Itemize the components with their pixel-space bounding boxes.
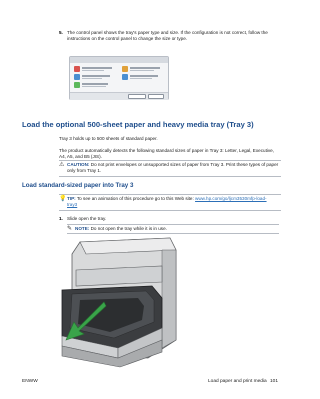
footer-title: Load paper and print media (208, 379, 267, 384)
tray-status-icon (122, 74, 128, 80)
tray-status-icon (74, 82, 80, 88)
tray-status-icon (74, 66, 80, 72)
step-text: The control panel shows the tray's paper type and size. If the configuration is not correct, follow the instructions on the control panel to change the size or type. (67, 30, 268, 42)
panel-header-bar (70, 57, 168, 63)
note-icon: ✎ (67, 226, 73, 232)
printer-tray-illustration (58, 236, 178, 368)
note-rule-top (67, 224, 279, 225)
paragraph: The product automatically detects the following standard sizes of paper in Tray 3: Letter, Legal, Executive, A4, A5, and B5 (JIS). (59, 148, 275, 160)
panel-button (128, 94, 146, 99)
tip-rule-bottom (59, 210, 281, 211)
tip-link-continued[interactable]: tray3 (67, 202, 78, 208)
caution-label: CAUTION: (67, 162, 90, 167)
note-rule-bottom (67, 233, 279, 234)
tip-link[interactable]: www.hp.com/go/ljcm3530mfp-load- (195, 196, 267, 201)
note-block (75, 226, 275, 232)
caution-text: Do not print envelopes or unsupported sizes of paper from Tray 3. Print these types of paper only from Tray 1. (67, 162, 279, 174)
tip-rule-top (59, 194, 281, 195)
step-text: Slide open the tray. (67, 216, 107, 221)
control-panel-illustration (69, 56, 169, 100)
step-number: 1. (59, 216, 63, 221)
caution-rule-top (59, 160, 281, 161)
note-label: NOTE: (75, 226, 90, 231)
caution-block (67, 162, 281, 174)
tray-status-icon (74, 74, 80, 80)
panel-button (148, 94, 164, 99)
footer-left: ENWW (22, 379, 38, 384)
note-text: Do not open the tray while it is in use. (90, 226, 167, 231)
subsection-title: Load standard-sized paper into Tray 3 (22, 182, 134, 189)
page-number: 101 (270, 379, 279, 384)
caution-rule-bottom (59, 176, 281, 177)
caution-icon: ⚠ (59, 162, 65, 168)
tip-icon: 💡 (59, 196, 67, 202)
paragraph: Tray 3 holds up to 500 sheets of standard paper. (59, 136, 158, 141)
section-title: Load the optional 500-sheet paper and heavy media tray (Tray 3) (22, 120, 254, 129)
tray-status-icon (122, 66, 128, 72)
step-number: 5. (59, 30, 63, 35)
tip-label: TIP: (67, 196, 76, 201)
tip-text: To see an animation of this procedure go to this Web site: (76, 196, 194, 201)
tip-block (67, 196, 281, 208)
